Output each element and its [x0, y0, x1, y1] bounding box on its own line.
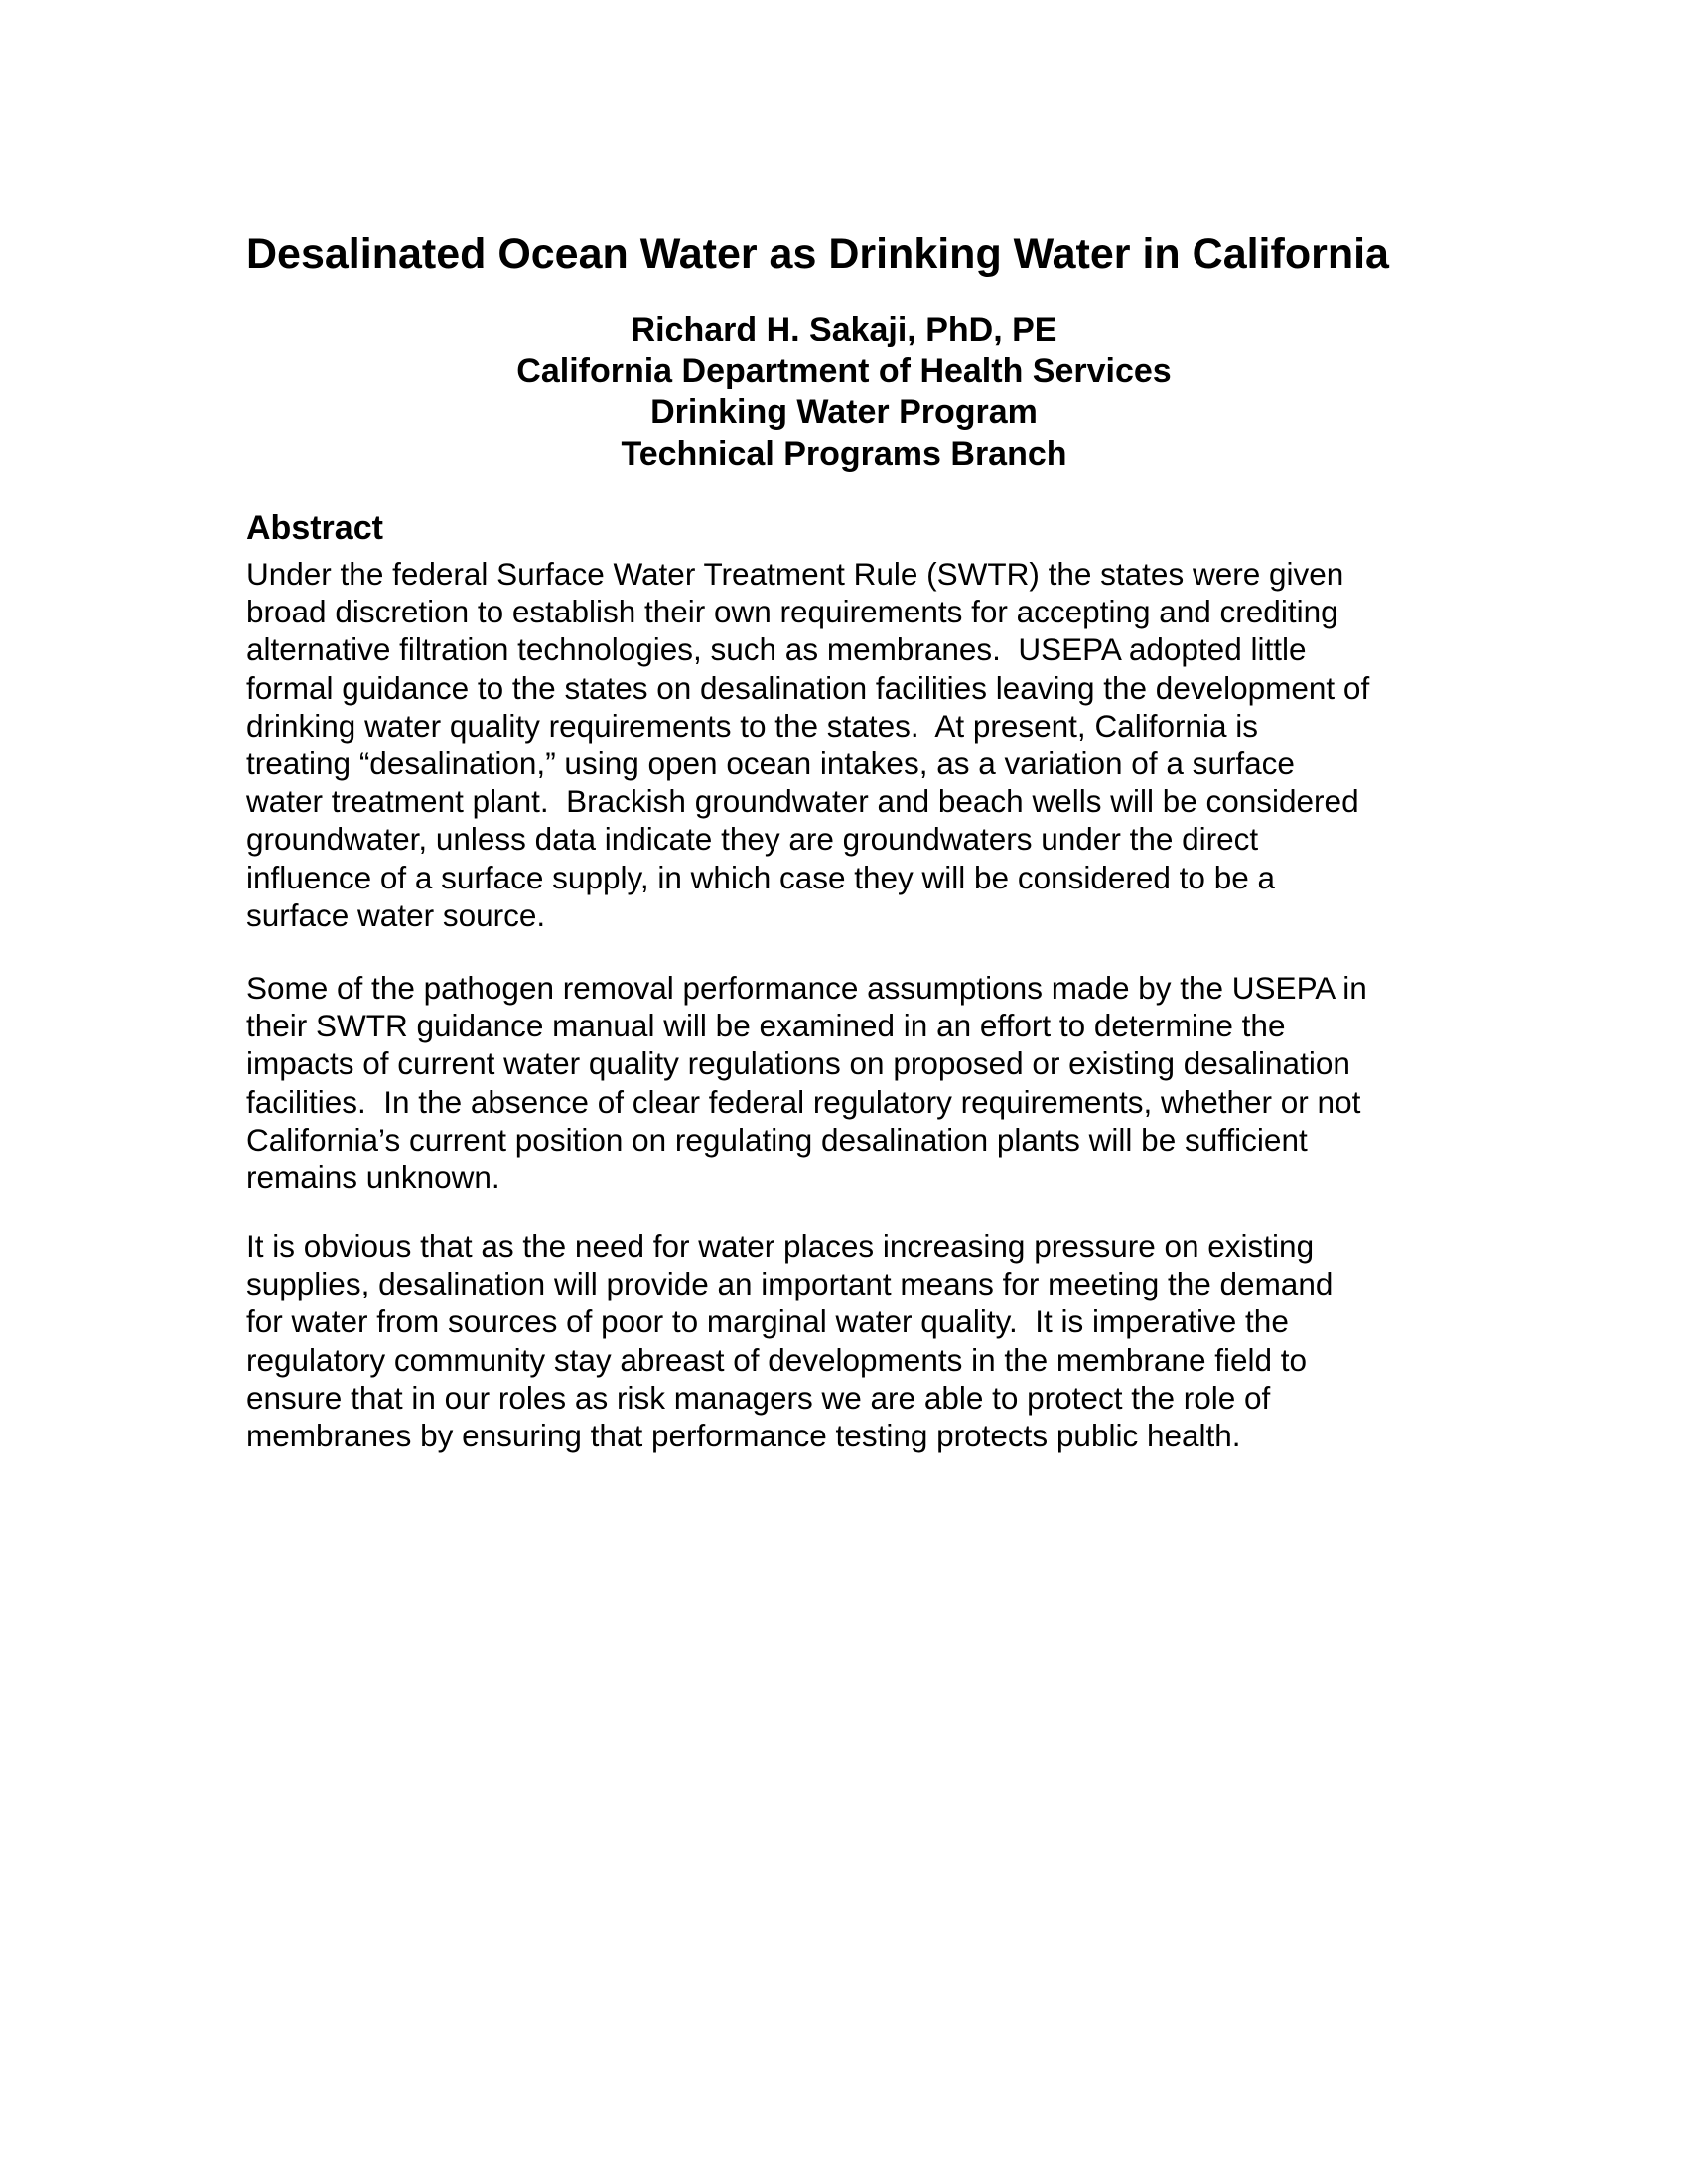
- text-line: alternative filtration technologies, such as membranes. USEPA adopted little: [246, 631, 1307, 668]
- text-line: supplies, desalination will provide an important means for meeting the demand: [246, 1266, 1334, 1302]
- text-line: facilities. In the absence of clear federal regulatory requirements, whether or not: [246, 1083, 1361, 1120]
- author-affiliation-branch: Technical Programs Branch: [621, 434, 1067, 473]
- author-name: Richard H. Sakaji, PhD, PE: [631, 311, 1057, 348]
- abstract-paragraph-1: [246, 555, 1369, 934]
- text-line: surface water source.: [246, 896, 546, 933]
- abstract-heading: Abstract: [246, 509, 383, 547]
- text-line: treating “desalination,” using open ocean intakes, as a variation of a surface: [246, 746, 1295, 782]
- text-line: for water from sources of poor to marginal water quality. It is imperative the: [246, 1303, 1289, 1340]
- text-line: It is obvious that as the need for water places increasing pressure on existing: [246, 1228, 1315, 1264]
- abstract-paragraph-3: [246, 1227, 1333, 1454]
- text-line: drinking water quality requirements to the states. At present, California is: [246, 707, 1258, 744]
- abstract-paragraph-2: [246, 969, 1367, 1196]
- text-line: formal guidance to the states on desalination facilities leaving the development of: [246, 669, 1370, 706]
- text-line: water treatment plant. Brackish groundwater and beach wells will be considered: [246, 783, 1359, 820]
- text-line: groundwater, unless data indicate they are groundwaters under the direct: [246, 821, 1259, 858]
- text-line: remains unknown.: [246, 1160, 500, 1196]
- text-line: membranes by ensuring that performance testing protects public health.: [246, 1418, 1241, 1454]
- text-line: ensure that in our roles as risk managers we are able to protect the role of: [246, 1379, 1271, 1416]
- document-title: Desalinated Ocean Water as Drinking Water in California: [246, 230, 1389, 278]
- text-line: their SWTR guidance manual will be examined in an effort to determine the: [246, 1008, 1286, 1044]
- text-line: California’s current position on regulating desalination plants will be sufficient: [246, 1121, 1308, 1158]
- text-line: Some of the pathogen removal performance assumptions made by the USEPA in: [246, 970, 1367, 1006]
- author-block: [0, 310, 1688, 475]
- text-line: broad discretion to establish their own requirements for accepting and crediting: [246, 594, 1338, 630]
- author-affiliation-department: California Department of Health Services: [516, 351, 1172, 390]
- text-line: Under the federal Surface Water Treatment Rule (SWTR) the states were given: [246, 556, 1344, 592]
- text-line: regulatory community stay abreast of developments in the membrane field to: [246, 1341, 1308, 1378]
- text-line: impacts of current water quality regulations on proposed or existing desalination: [246, 1045, 1350, 1082]
- text-line: influence of a surface supply, in which case they will be considered to be a: [246, 859, 1276, 895]
- author-affiliation-program: Drinking Water Program: [650, 393, 1038, 431]
